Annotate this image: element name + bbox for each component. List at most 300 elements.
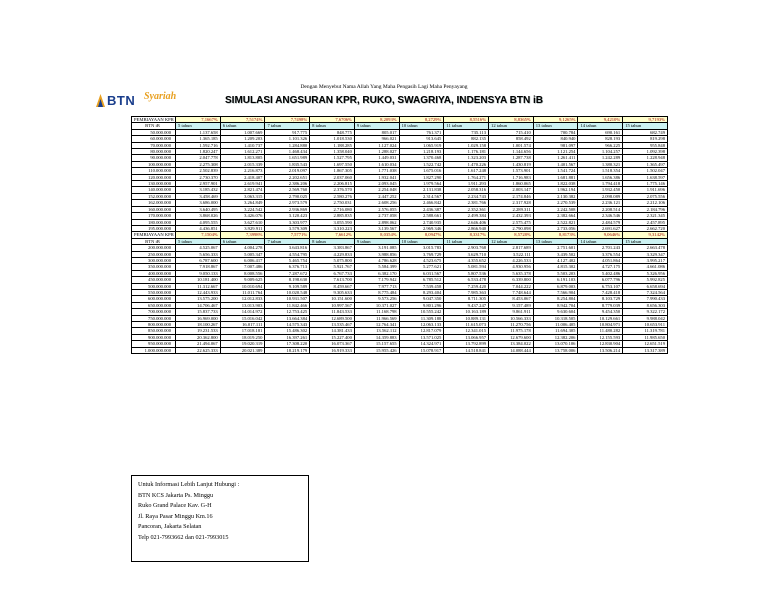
installment-cell: 2.206.815 bbox=[310, 181, 355, 187]
installment-cell: 16.969.000 bbox=[176, 315, 221, 321]
installment-cell: 5.075.800 bbox=[310, 257, 355, 263]
installment-cell: 2.866.940 bbox=[444, 225, 489, 231]
installment-cell: 1.911.293 bbox=[444, 181, 489, 187]
installment-cell: 6.533.478 bbox=[444, 277, 489, 283]
installment-cell: 1.541.724 bbox=[533, 168, 578, 174]
installment-cell: 12.443.933 bbox=[176, 289, 221, 295]
installment-cell: 2.936.869 bbox=[265, 206, 310, 212]
installment-cell: 3.579.309 bbox=[265, 225, 310, 231]
table-row bbox=[132, 347, 668, 353]
amount-cell: 650.000.000 bbox=[132, 302, 176, 308]
installment-cell: 1.065.919 bbox=[399, 142, 444, 148]
installment-cell: 10.653.911 bbox=[623, 322, 668, 328]
installment-cell: 11.319.781 bbox=[623, 328, 668, 334]
installment-cell: 7.044.222 bbox=[489, 283, 534, 289]
installment-cell: 2.447.252 bbox=[354, 193, 399, 199]
installment-cell: 2.270.539 bbox=[533, 200, 578, 206]
installment-cell: 1.771.038 bbox=[354, 168, 399, 174]
amount-cell: 180.000.000 bbox=[132, 219, 176, 225]
installment-cell: 2.740.935 bbox=[399, 219, 444, 225]
installment-cell: 10.129.661 bbox=[578, 315, 623, 321]
installment-cell: 7.985.363 bbox=[444, 289, 489, 295]
installment-cell: 2.346.546 bbox=[578, 213, 623, 219]
installment-cell: 6.879.003 bbox=[533, 283, 578, 289]
tenor-cell: 11 tahun bbox=[444, 238, 489, 244]
amount-cell: 400.000.000 bbox=[132, 270, 176, 276]
installment-cell: 1.502.047 bbox=[623, 168, 668, 174]
installment-cell: 917.775 bbox=[265, 129, 310, 135]
rate-cell: 9,0646% bbox=[578, 232, 623, 238]
installment-cell: 13.575.200 bbox=[176, 296, 221, 302]
installment-cell: 2.957.901 bbox=[176, 181, 221, 187]
installment-cell: 7.566.904 bbox=[533, 289, 578, 295]
installment-cell: 12.012.833 bbox=[220, 296, 265, 302]
tenor-cell: 10 tahun bbox=[399, 123, 444, 129]
installment-cell: 9.322.172 bbox=[623, 309, 668, 315]
installment-cell: 1.835.543 bbox=[265, 161, 310, 167]
installment-cell: 1.365.497 bbox=[623, 161, 668, 167]
tenor-cell: 5 tahun bbox=[176, 123, 221, 129]
installment-cell: 4.004.278 bbox=[220, 245, 265, 251]
installment-cell: 2.015.339 bbox=[220, 161, 265, 167]
rate-cell: 7,1504% bbox=[176, 232, 221, 238]
installment-cell: 14.381.433 bbox=[310, 328, 355, 334]
installment-cell: 10.010.694 bbox=[220, 283, 265, 289]
installment-cell: 10.163.189 bbox=[444, 309, 489, 315]
installment-cell: 1.681.881 bbox=[533, 174, 578, 180]
installment-cell: 700.784 bbox=[533, 129, 578, 135]
installment-cell: 5.081.594 bbox=[444, 264, 489, 270]
installment-cell: 11.975.178 bbox=[489, 328, 534, 334]
installment-cell: 3.063.315 bbox=[220, 193, 265, 199]
tenor-cell: 13 tahun bbox=[533, 238, 578, 244]
installment-cell: 6.753.107 bbox=[578, 283, 623, 289]
installment-cell: 4.786.628 bbox=[354, 257, 399, 263]
installment-cell: 1.380.321 bbox=[578, 161, 623, 167]
installment-cell: 16.017.111 bbox=[220, 322, 265, 328]
installment-cell: 5.465.754 bbox=[265, 257, 310, 263]
installment-cell: 3.426.076 bbox=[220, 213, 265, 219]
installment-cell: 1.218.193 bbox=[399, 149, 444, 155]
amount-cell: 550.000.000 bbox=[132, 289, 176, 295]
rate-cell: 8,3317% bbox=[444, 232, 489, 238]
amount-cell: 90.000.000 bbox=[132, 155, 176, 161]
installment-cell: 4.127.402 bbox=[533, 257, 578, 263]
installment-cell: 981.097 bbox=[533, 142, 578, 148]
installment-cell: 9.630.604 bbox=[533, 309, 578, 315]
installment-cell: 4.661.086 bbox=[623, 264, 668, 270]
rate-cell: 9,1265% bbox=[533, 117, 578, 123]
page-title: SIMULASI ANGSURAN KPR, RUKO, SWAGRIYA, INDENSYA BTN iB bbox=[225, 95, 543, 106]
installment-cell: 2.730.370 bbox=[176, 174, 221, 180]
installment-cell: 12.764.341 bbox=[354, 322, 399, 328]
installment-cell: 5.807.536 bbox=[444, 270, 489, 276]
installment-cell: 1.656.386 bbox=[578, 174, 623, 180]
installment-cell: 1.228.948 bbox=[623, 155, 668, 161]
installment-cell: 2.352.361 bbox=[444, 206, 489, 212]
installment-cell: 11.309.188 bbox=[399, 315, 444, 321]
installment-cell: 2.701.243 bbox=[578, 245, 623, 251]
installment-cell: 1.176.181 bbox=[444, 149, 489, 155]
installment-cell: 3.769.729 bbox=[399, 251, 444, 257]
tenor-cell: 12 tahun bbox=[489, 238, 534, 244]
installment-cell: 3.224.542 bbox=[220, 206, 265, 212]
installment-cell: 2.019.097 bbox=[265, 168, 310, 174]
installment-cell: 2.569.760 bbox=[265, 187, 310, 193]
rate-cell: 8,5728% bbox=[489, 232, 534, 238]
installment-cell: 1.261.411 bbox=[533, 155, 578, 161]
installment-cell: 8.942.704 bbox=[533, 302, 578, 308]
tenor-cell: 5 tahun bbox=[176, 238, 221, 244]
installment-cell: 2.208.514 bbox=[578, 206, 623, 212]
installment-cell: 9.109.589 bbox=[265, 283, 310, 289]
amount-cell: 70.000.000 bbox=[132, 142, 176, 148]
installment-cell: 15.837.733 bbox=[176, 309, 221, 315]
installment-cell: 3.929.911 bbox=[220, 225, 265, 231]
rate-cell: 8,8365% bbox=[489, 117, 534, 123]
amount-cell: 152.000.000 bbox=[132, 193, 176, 199]
installment-cell: 848.775 bbox=[310, 129, 355, 135]
installment-cell: 8.453.067 bbox=[489, 296, 534, 302]
amount-cell: 250.000.000 bbox=[132, 251, 176, 257]
installment-cell: 2.575.475 bbox=[489, 219, 534, 225]
amount-cell: 80.000.000 bbox=[132, 149, 176, 155]
installment-cell: 15.157.655 bbox=[354, 341, 399, 347]
installment-cell: 12.651.519 bbox=[623, 341, 668, 347]
installment-cell: 2.973.579 bbox=[265, 200, 310, 206]
installment-cell: 15.955.426 bbox=[354, 347, 399, 353]
tenor-cell: 8 tahun bbox=[310, 123, 355, 129]
installment-cell: 1.209.203 bbox=[220, 136, 265, 142]
installment-cell: 10.804.971 bbox=[578, 322, 623, 328]
installment-cell: 2.212.106 bbox=[623, 200, 668, 206]
installment-cell: 2.576.055 bbox=[354, 206, 399, 212]
installment-cell: 2.131.838 bbox=[399, 187, 444, 193]
installment-cell: 1.127.024 bbox=[354, 142, 399, 148]
installment-cell: 2.314.567 bbox=[399, 193, 444, 199]
installment-cell: 12.063.133 bbox=[399, 322, 444, 328]
installment-cell: 1.794.418 bbox=[578, 181, 623, 187]
installment-cell: 5.005.347 bbox=[220, 251, 265, 257]
installment-cell: 6.382.170 bbox=[354, 270, 399, 276]
installment-cell: 2.047.778 bbox=[176, 155, 221, 161]
installment-cell: 2.321.345 bbox=[623, 213, 668, 219]
installment-cell: 13.758.006 bbox=[533, 347, 578, 353]
installment-cell: 1.121.254 bbox=[533, 149, 578, 155]
installment-cell: 9.988.042 bbox=[623, 315, 668, 321]
installment-cell: 14.706.467 bbox=[176, 302, 221, 308]
tenor-cell: 9 tahun bbox=[354, 123, 399, 129]
installment-cell: 11.694.305 bbox=[533, 328, 578, 334]
installment-cell: 2.969.346 bbox=[399, 225, 444, 231]
installment-cell: 4.051.864 bbox=[578, 257, 623, 263]
installment-cell: 1.092.398 bbox=[623, 149, 668, 155]
amount-cell: 140.000.000 bbox=[132, 187, 176, 193]
installment-cell: 22.625.333 bbox=[176, 347, 221, 353]
installment-cell: 2.484.579 bbox=[578, 219, 623, 225]
installment-cell: 11.168.798 bbox=[354, 309, 399, 315]
rate-cell: 7,3998% bbox=[220, 232, 265, 238]
installment-cell: 4.229.833 bbox=[310, 251, 355, 257]
installment-cell: 805.017 bbox=[354, 129, 399, 135]
installment-cell: 9.009.625 bbox=[220, 277, 265, 283]
installment-cell: 9.861.911 bbox=[489, 309, 534, 315]
installment-cell: 21.494.067 bbox=[176, 341, 221, 347]
installment-cell: 13.535.467 bbox=[310, 322, 355, 328]
installment-cell: 8.459.667 bbox=[310, 283, 355, 289]
logo-sub: Syariah bbox=[144, 91, 177, 102]
contact-info-box bbox=[131, 475, 309, 562]
installment-cell: 9.437.247 bbox=[444, 302, 489, 308]
installment-cell: 16.919.333 bbox=[310, 347, 355, 353]
installment-cell: 2.381.766 bbox=[444, 200, 489, 206]
installment-cell: 15.486.302 bbox=[265, 328, 310, 334]
amount-cell: 350.000.000 bbox=[132, 264, 176, 270]
bismillah-tagline: Dengan Menyebut Nama Allah Yang Maha Pengasih Lagi Maha Penyayang bbox=[300, 84, 468, 90]
rate-cell: 8,2093% bbox=[354, 117, 399, 123]
installment-cell: 8.293.404 bbox=[399, 289, 444, 295]
installment-cell: 3.522.111 bbox=[489, 251, 534, 257]
installment-cell: 4.226.533 bbox=[489, 257, 534, 263]
amount-cell: 60.000.000 bbox=[132, 136, 176, 142]
installment-cell: 14.575.343 bbox=[265, 322, 310, 328]
installment-cell: 2.790.025 bbox=[265, 193, 310, 199]
amount-cell: 110.000.000 bbox=[132, 168, 176, 174]
installment-cell: 15.016.042 bbox=[220, 315, 265, 321]
installment-cell: 15.227.400 bbox=[310, 334, 355, 340]
amount-cell: 600.000.000 bbox=[132, 296, 176, 302]
installment-cell: 2.242.508 bbox=[533, 206, 578, 212]
tenor-cell: 14 tahun bbox=[578, 238, 623, 244]
installment-cell: 9.305.633 bbox=[310, 289, 355, 295]
tenor-cell: 12 tahun bbox=[489, 123, 534, 129]
header-label: BTN iB bbox=[132, 123, 176, 129]
installment-cell: 3.458.469 bbox=[176, 193, 221, 199]
header-label: PEMBIAYAAN KPR bbox=[132, 232, 176, 238]
installment-cell: 9.573.256 bbox=[354, 296, 399, 302]
installment-cell: 10.889.131 bbox=[444, 315, 489, 321]
installment-cell: 1.018.530 bbox=[310, 136, 355, 142]
installment-cell: 12.679.600 bbox=[489, 334, 534, 340]
installment-cell: 18.100.267 bbox=[176, 322, 221, 328]
installment-cell: 15.078.917 bbox=[399, 347, 444, 353]
installment-cell: 10.318.505 bbox=[533, 315, 578, 321]
amount-cell: 162.000.000 bbox=[132, 200, 176, 206]
installment-cell: 17.308.220 bbox=[265, 341, 310, 347]
rate-cell: 7,5174% bbox=[220, 117, 265, 123]
amount-cell: 900.000.000 bbox=[132, 334, 176, 340]
installment-cell: 1.137.658 bbox=[176, 129, 221, 135]
installment-cell: 7.748.644 bbox=[489, 289, 534, 295]
installment-cell: 14.088.444 bbox=[489, 347, 534, 353]
installment-cell: 9.157.489 bbox=[489, 302, 534, 308]
installment-cell: 2.174.846 bbox=[489, 193, 534, 199]
installment-cell: 2.580.276 bbox=[310, 193, 355, 199]
amount-cell: 120.000.000 bbox=[132, 174, 176, 180]
installment-cell: 6.767.733 bbox=[310, 270, 355, 276]
installment-cell: 3.015.783 bbox=[399, 245, 444, 251]
installment-cell: 3.686.000 bbox=[176, 200, 221, 206]
installment-cell: 1.962.194 bbox=[533, 187, 578, 193]
installment-cell: 11.842.466 bbox=[265, 302, 310, 308]
installment-cell: 8.656.303 bbox=[623, 302, 668, 308]
installment-cell: 14.359.883 bbox=[354, 334, 399, 340]
installment-cell: 1.518.354 bbox=[578, 168, 623, 174]
installment-cell: 6.376.713 bbox=[265, 264, 310, 270]
installment-cell: 4.525.067 bbox=[176, 245, 221, 251]
installment-cell: 3.439.502 bbox=[533, 251, 578, 257]
installment-cell: 1.144.656 bbox=[489, 149, 534, 155]
installment-cell: 2.289.311 bbox=[489, 206, 534, 212]
tenor-cell: 10 tahun bbox=[399, 238, 444, 244]
installment-cell: 8.008.556 bbox=[220, 270, 265, 276]
installment-cell: 13.506.214 bbox=[578, 347, 623, 353]
installment-cell: 1.617.248 bbox=[444, 168, 489, 174]
installment-cell: 13.070.106 bbox=[533, 341, 578, 347]
rate-cell: 8,0354% bbox=[354, 232, 399, 238]
installment-cell: 913.645 bbox=[399, 136, 444, 142]
installment-cell: 3.988.856 bbox=[354, 251, 399, 257]
installment-cell: 10.371.027 bbox=[354, 302, 399, 308]
rate-cell: 8,5516% bbox=[444, 117, 489, 123]
installment-cell: 819.298 bbox=[623, 136, 668, 142]
installment-cell: 3.329.347 bbox=[623, 251, 668, 257]
installment-cell: 5.921.767 bbox=[310, 264, 355, 270]
installment-cell: 10.566.333 bbox=[489, 315, 534, 321]
amount-cell: 500.000.000 bbox=[132, 283, 176, 289]
installment-cell: 2.093.045 bbox=[354, 181, 399, 187]
installment-cell: 16.073.367 bbox=[310, 341, 355, 347]
installment-cell: 1.410.737 bbox=[220, 142, 265, 148]
installment-cell: 12.689.500 bbox=[310, 315, 355, 321]
logo-brand: BTN bbox=[107, 93, 136, 108]
installment-cell: 1.860.065 bbox=[489, 181, 534, 187]
installment-cell: 1.813.805 bbox=[220, 155, 265, 161]
installment-cell: 1.288.027 bbox=[354, 149, 399, 155]
installment-cell: 5.992.825 bbox=[623, 277, 668, 283]
installment-cell: 2.499.384 bbox=[444, 213, 489, 219]
installment-cell: 2.275.308 bbox=[176, 161, 221, 167]
installment-cell: 4.095.555 bbox=[176, 219, 221, 225]
installment-cell: 2.130.382 bbox=[533, 193, 578, 199]
installment-cell: 2.750.031 bbox=[310, 200, 355, 206]
installment-cell: 3.627.610 bbox=[220, 219, 265, 225]
installment-cell: 9.801.296 bbox=[399, 302, 444, 308]
installment-cell: 13.384.022 bbox=[489, 341, 534, 347]
installment-cell: 4.930.956 bbox=[489, 264, 534, 270]
installment-cell: 3.055.590 bbox=[310, 219, 355, 225]
installment-cell: 1.979.564 bbox=[399, 181, 444, 187]
installment-cell: 1.358.040 bbox=[310, 149, 355, 155]
installment-cell: 1.820.247 bbox=[176, 149, 221, 155]
installment-cell: 735.113 bbox=[444, 129, 489, 135]
installment-cell: 13.792.899 bbox=[444, 341, 489, 347]
header-label: BTN iB bbox=[132, 238, 176, 244]
installment-cell: 12.382.206 bbox=[533, 334, 578, 340]
installment-cell: 8.779.039 bbox=[578, 302, 623, 308]
installment-cell: 2.522.821 bbox=[533, 219, 578, 225]
installment-cell: 2.733.056 bbox=[533, 225, 578, 231]
installment-cell: 11.006.405 bbox=[533, 322, 578, 328]
installment-cell: 1.287.738 bbox=[489, 155, 534, 161]
installment-cell: 2.619.941 bbox=[220, 181, 265, 187]
installment-cell: 2.588.661 bbox=[399, 213, 444, 219]
installment-cell: 8.711.305 bbox=[444, 296, 489, 302]
installment-cell: 3.383.867 bbox=[310, 245, 355, 251]
installment-cell: 13.562.112 bbox=[354, 328, 399, 334]
installment-cell: 8.198.630 bbox=[265, 277, 310, 283]
installment-cell: 1.911.696 bbox=[623, 187, 668, 193]
info-line: BTN KCS Jakarta Ps. Minggu bbox=[138, 491, 214, 499]
installment-cell: 682.749 bbox=[623, 129, 668, 135]
installment-cell: 5.326.956 bbox=[623, 270, 668, 276]
amount-cell: 850.000.000 bbox=[132, 328, 176, 334]
installment-cell: 2.457.895 bbox=[623, 219, 668, 225]
installment-cell: 5.656.333 bbox=[176, 251, 221, 257]
tenor-cell: 8 tahun bbox=[310, 238, 355, 244]
amount-cell: 300.000.000 bbox=[132, 257, 176, 263]
installment-cell: 966.225 bbox=[578, 142, 623, 148]
rate-cell: 8,8173% bbox=[533, 232, 578, 238]
rate-cell: 9,7193% bbox=[623, 117, 668, 123]
installment-cell: 1.612.271 bbox=[220, 149, 265, 155]
installment-cell: 12.830.904 bbox=[578, 341, 623, 347]
installment-cell: 7.007.486 bbox=[220, 264, 265, 270]
installment-cell: 1.430.819 bbox=[489, 161, 534, 167]
installment-cell: 715.410 bbox=[489, 129, 534, 135]
installment-cell: 3.629.710 bbox=[444, 251, 489, 257]
installment-cell: 1.592.716 bbox=[176, 142, 221, 148]
installment-cell: 2.003.147 bbox=[489, 187, 534, 193]
rate-cell: 9,3142% bbox=[623, 232, 668, 238]
info-line: Ruko Grand Palace Kav. G-H bbox=[138, 502, 212, 510]
installment-cell: 2.184.796 bbox=[623, 206, 668, 212]
installment-cell: 2.502.839 bbox=[176, 168, 221, 174]
amount-cell: 800.000.000 bbox=[132, 322, 176, 328]
installment-cell: 3.643.816 bbox=[265, 245, 310, 251]
installment-cell: 2.317.928 bbox=[489, 200, 534, 206]
amount-cell: 170.000.000 bbox=[132, 213, 176, 219]
installment-cell: 13.571.025 bbox=[399, 334, 444, 340]
header-label: PEMBIAYAAN KPR bbox=[132, 117, 176, 123]
installment-cell: 7.990.433 bbox=[623, 296, 668, 302]
installment-cell: 11.966.569 bbox=[354, 315, 399, 321]
installment-cell: 1.610.034 bbox=[354, 161, 399, 167]
installment-cell: 13.066.957 bbox=[444, 334, 489, 340]
installment-cell: 6.031.567 bbox=[399, 270, 444, 276]
tenor-cell: 15 tahun bbox=[623, 238, 668, 244]
amount-cell: 1.000.000.000 bbox=[132, 347, 176, 353]
installment-cell: 2.236.121 bbox=[578, 200, 623, 206]
installment-cell: 966.021 bbox=[354, 136, 399, 142]
installment-cell: 1.697.550 bbox=[310, 161, 355, 167]
installment-cell: 6.785.512 bbox=[399, 277, 444, 283]
amount-cell: 200.000.000 bbox=[132, 245, 176, 251]
installment-cell: 7.918.867 bbox=[176, 264, 221, 270]
rate-cell: 7,6706% bbox=[310, 117, 355, 123]
installment-cell: 2.254.048 bbox=[354, 187, 399, 193]
installment-cell: 1.284.880 bbox=[265, 142, 310, 148]
installment-cell: 8.775.484 bbox=[354, 289, 399, 295]
installment-cell: 2.751.601 bbox=[533, 245, 578, 251]
installment-cell: 2.376.570 bbox=[310, 187, 355, 193]
installment-cell: 4.727.175 bbox=[578, 264, 623, 270]
installment-cell: 3.139.567 bbox=[354, 225, 399, 231]
amount-cell: 750.000.000 bbox=[132, 315, 176, 321]
installment-cell: 12.155.593 bbox=[578, 334, 623, 340]
installment-cell: 6.006.417 bbox=[220, 257, 265, 263]
installment-cell: 2.386.206 bbox=[265, 181, 310, 187]
